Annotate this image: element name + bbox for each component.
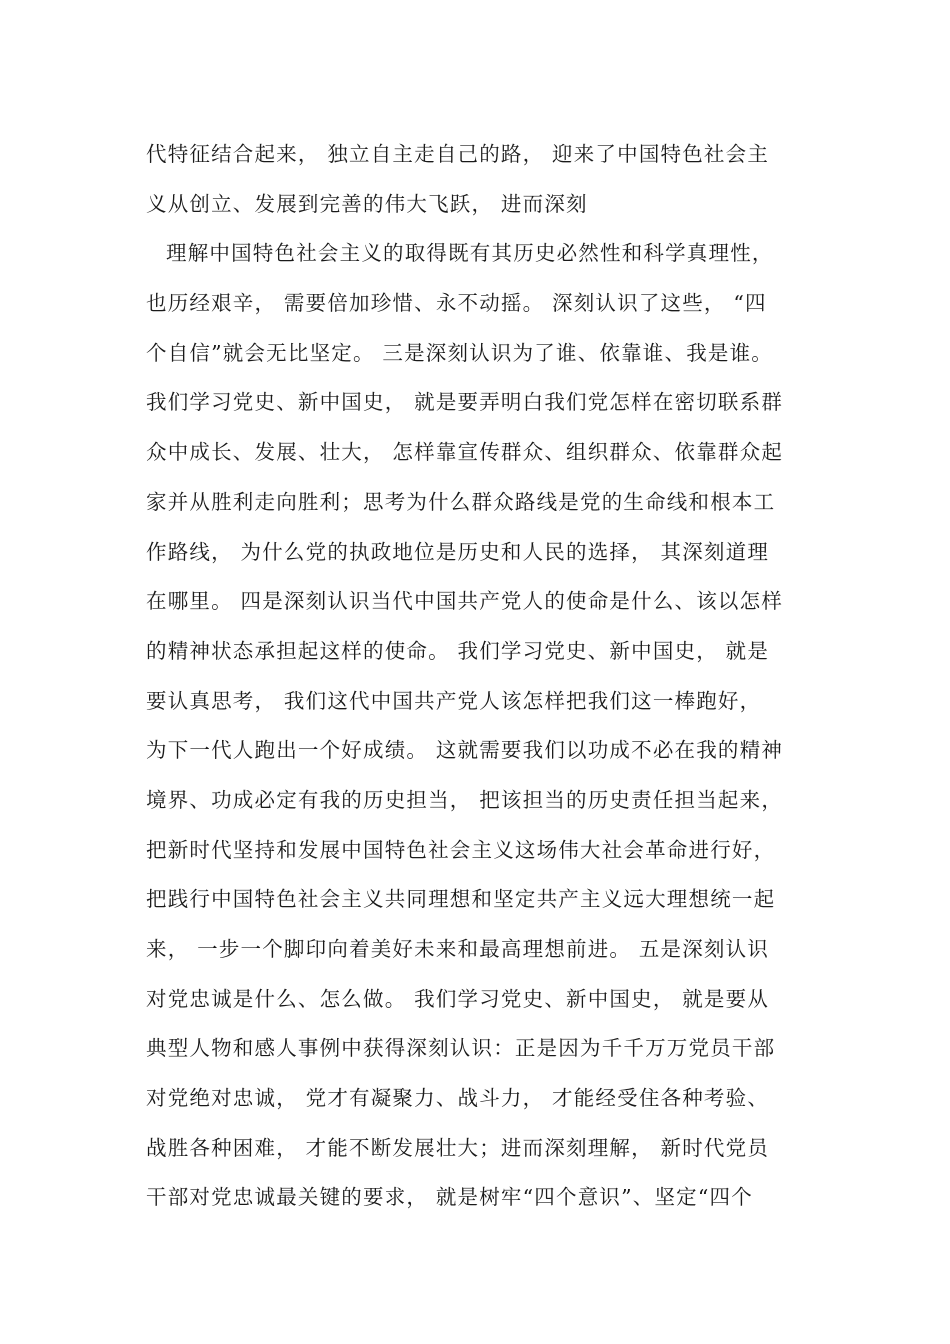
text-line: 在哪里。 四是深刻认识当代中国共产党人的使命是什么、该以怎样 bbox=[146, 589, 784, 614]
text-line: 把新时代坚持和发展中国特色社会主义这场伟大社会革命进行好， bbox=[146, 837, 776, 862]
text-line: 典型人物和感人事例中获得深刻认识：正是因为千千万万党员干部 bbox=[146, 1036, 776, 1061]
text-line: 家并从胜利走向胜利；思考为什么群众路线是党的生命线和根本工 bbox=[146, 489, 776, 514]
text-line: 境界、功成必定有我的历史担当， 把该担当的历史责任担当起来， bbox=[146, 787, 784, 812]
text-line: 作路线， 为什么党的执政地位是历史和人民的选择， 其深刻道理 bbox=[146, 539, 770, 564]
body-text bbox=[146, 130, 806, 1223]
text-line: 个自信”就会无比坚定。 三是深刻认识为了谁、依靠谁、我是谁。 bbox=[146, 340, 773, 365]
text-line: 为下一代人跑出一个好成绩。 这就需要我们以功成不必在我的精神 bbox=[146, 738, 784, 763]
text-line: 对党忠诚是什么、怎么做。 我们学习党史、新中国史， 就是要从 bbox=[146, 986, 770, 1011]
text-line: 来， 一步一个脚印向着美好未来和最高理想前进。 五是深刻认识 bbox=[146, 937, 770, 961]
text-line: 代特征结合起来， 独立自主走自己的路， 迎来了中国特色社会主 bbox=[146, 142, 770, 166]
text-line: 我们学习党史、新中国史， 就是要弄明白我们党怎样在密切联系群 bbox=[146, 390, 784, 415]
text-line: 干部对党忠诚最关键的要求， 就是树牢“四个意识”、坚定“四个 bbox=[146, 1185, 753, 1210]
text-line: 众中成长、发展、壮大， 怎样靠宣传群众、组织群众、依靠群众起 bbox=[146, 440, 784, 465]
text-line: 把践行中国特色社会主义共同理想和坚定共产主义远大理想统一起 bbox=[146, 887, 776, 912]
text-line: 的精神状态承担起这样的使命。 我们学习党史、新中国史， 就是 bbox=[146, 638, 770, 663]
text-line: 对党绝对忠诚， 党才有凝聚力、战斗力， 才能经受住各种考验、 bbox=[146, 1086, 770, 1111]
text-line: 也历经艰辛， 需要倍加珍惜、永不动摇。 深刻认识了这些， “四 bbox=[146, 291, 767, 316]
text-line: 战胜各种困难， 才能不断发展壮大；进而深刻理解， 新时代党员 bbox=[146, 1135, 770, 1160]
text-line: 要认真思考， 我们这代中国共产党人该怎样把我们这一棒跑好， bbox=[146, 688, 762, 713]
text-line: 义从创立、发展到完善的伟大飞跃， 进而深刻 bbox=[146, 191, 588, 216]
text-line: 理解中国特色社会主义的取得既有其历史必然性和科学真理性， bbox=[166, 241, 774, 266]
